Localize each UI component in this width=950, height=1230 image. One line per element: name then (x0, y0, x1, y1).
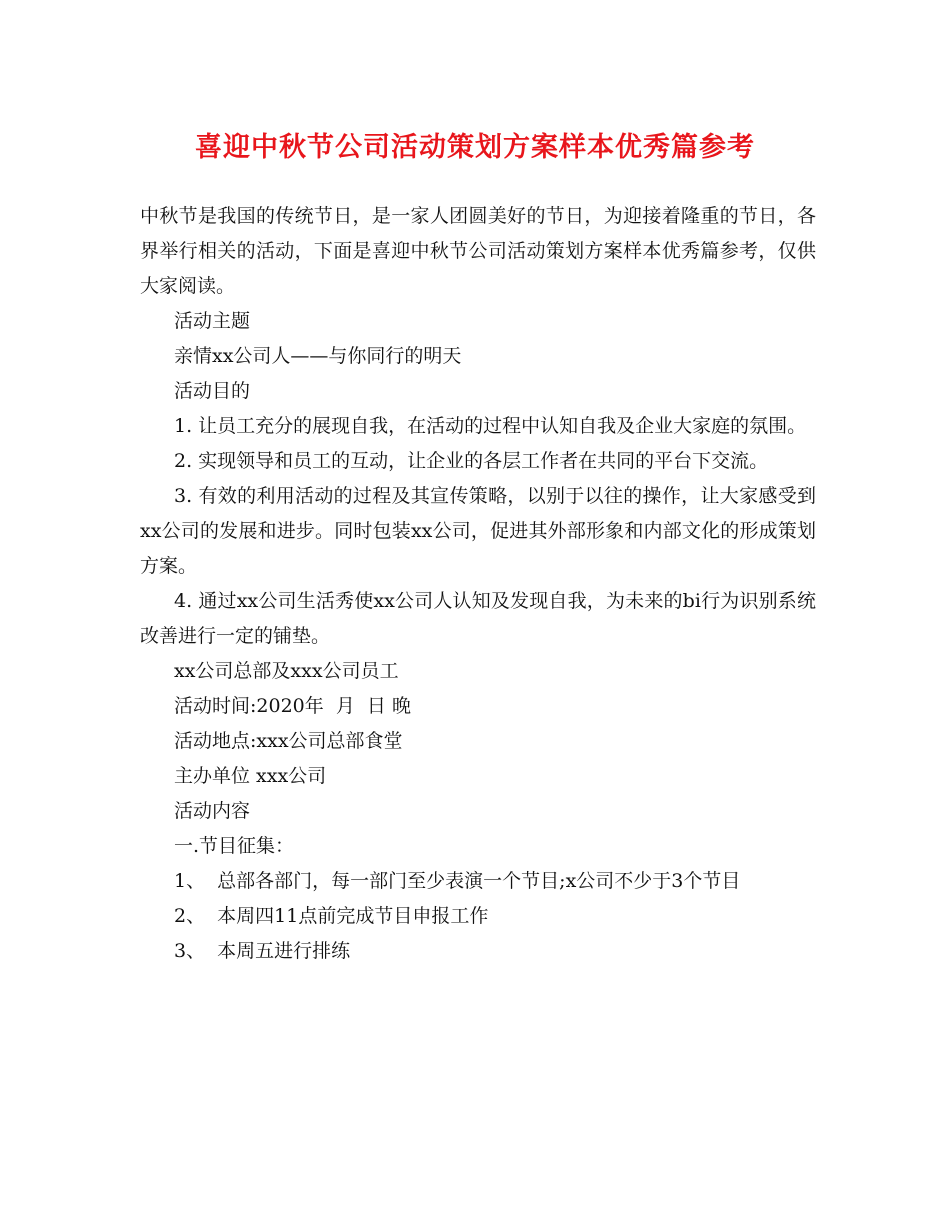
purpose-item-3: 3. 有效的利用活动的过程及其宣传策略，以别于以往的操作，让大家感受到xx公司的发展和进步。同时包装xx公司，促进其外部形象和内部文化的形成策划方案。 (140, 485, 816, 577)
program-collection-heading: 一.节目征集： (174, 835, 295, 857)
purpose-item-4: 4. 通过xx公司生活秀使xx公司人认知及发现自我，为未来的bi行为识别系统改善进行一定的铺垫。 (140, 590, 816, 647)
document-body (140, 199, 816, 969)
organizer: 主办单位 xxx公司 (174, 765, 327, 787)
intro-paragraph: 中秋节是我国的传统节日，是一家人团圆美好的节日，为迎接着隆重的节日，各界举行相关的活动，下面是喜迎中秋节公司活动策划方案样本优秀篇参考，仅供大家阅读。 (140, 205, 816, 297)
participants-text: xx公司总部及xxx公司员工 (174, 660, 399, 682)
activity-location: 活动地点:xxx公司总部食堂 (174, 730, 403, 752)
section-heading-theme: 活动主题 (174, 310, 251, 332)
purpose-item-1: 1. 让员工充分的展现自我，在活动的过程中认知自我及企业大家庭的氛围。 (174, 415, 807, 437)
program-step-2: 2、 本周四11点前完成节目申报工作 (174, 905, 489, 927)
program-step-3: 3、 本周五进行排练 (174, 940, 351, 962)
purpose-item-2: 2. 实现领导和员工的互动，让企业的各层工作者在共同的平台下交流。 (174, 450, 769, 472)
theme-text: 亲情xx公司人——与你同行的明天 (174, 345, 462, 367)
section-heading-purpose: 活动目的 (174, 380, 251, 402)
document-title: 喜迎中秋节公司活动策划方案样本优秀篇参考 (195, 132, 755, 163)
program-step-1: 1、 总部各部门，每一部门至少表演一个节目;x公司不少于3个节目 (174, 870, 741, 892)
activity-time: 活动时间:2020年 月 日 晚 (174, 695, 411, 717)
section-heading-content: 活动内容 (174, 800, 251, 822)
